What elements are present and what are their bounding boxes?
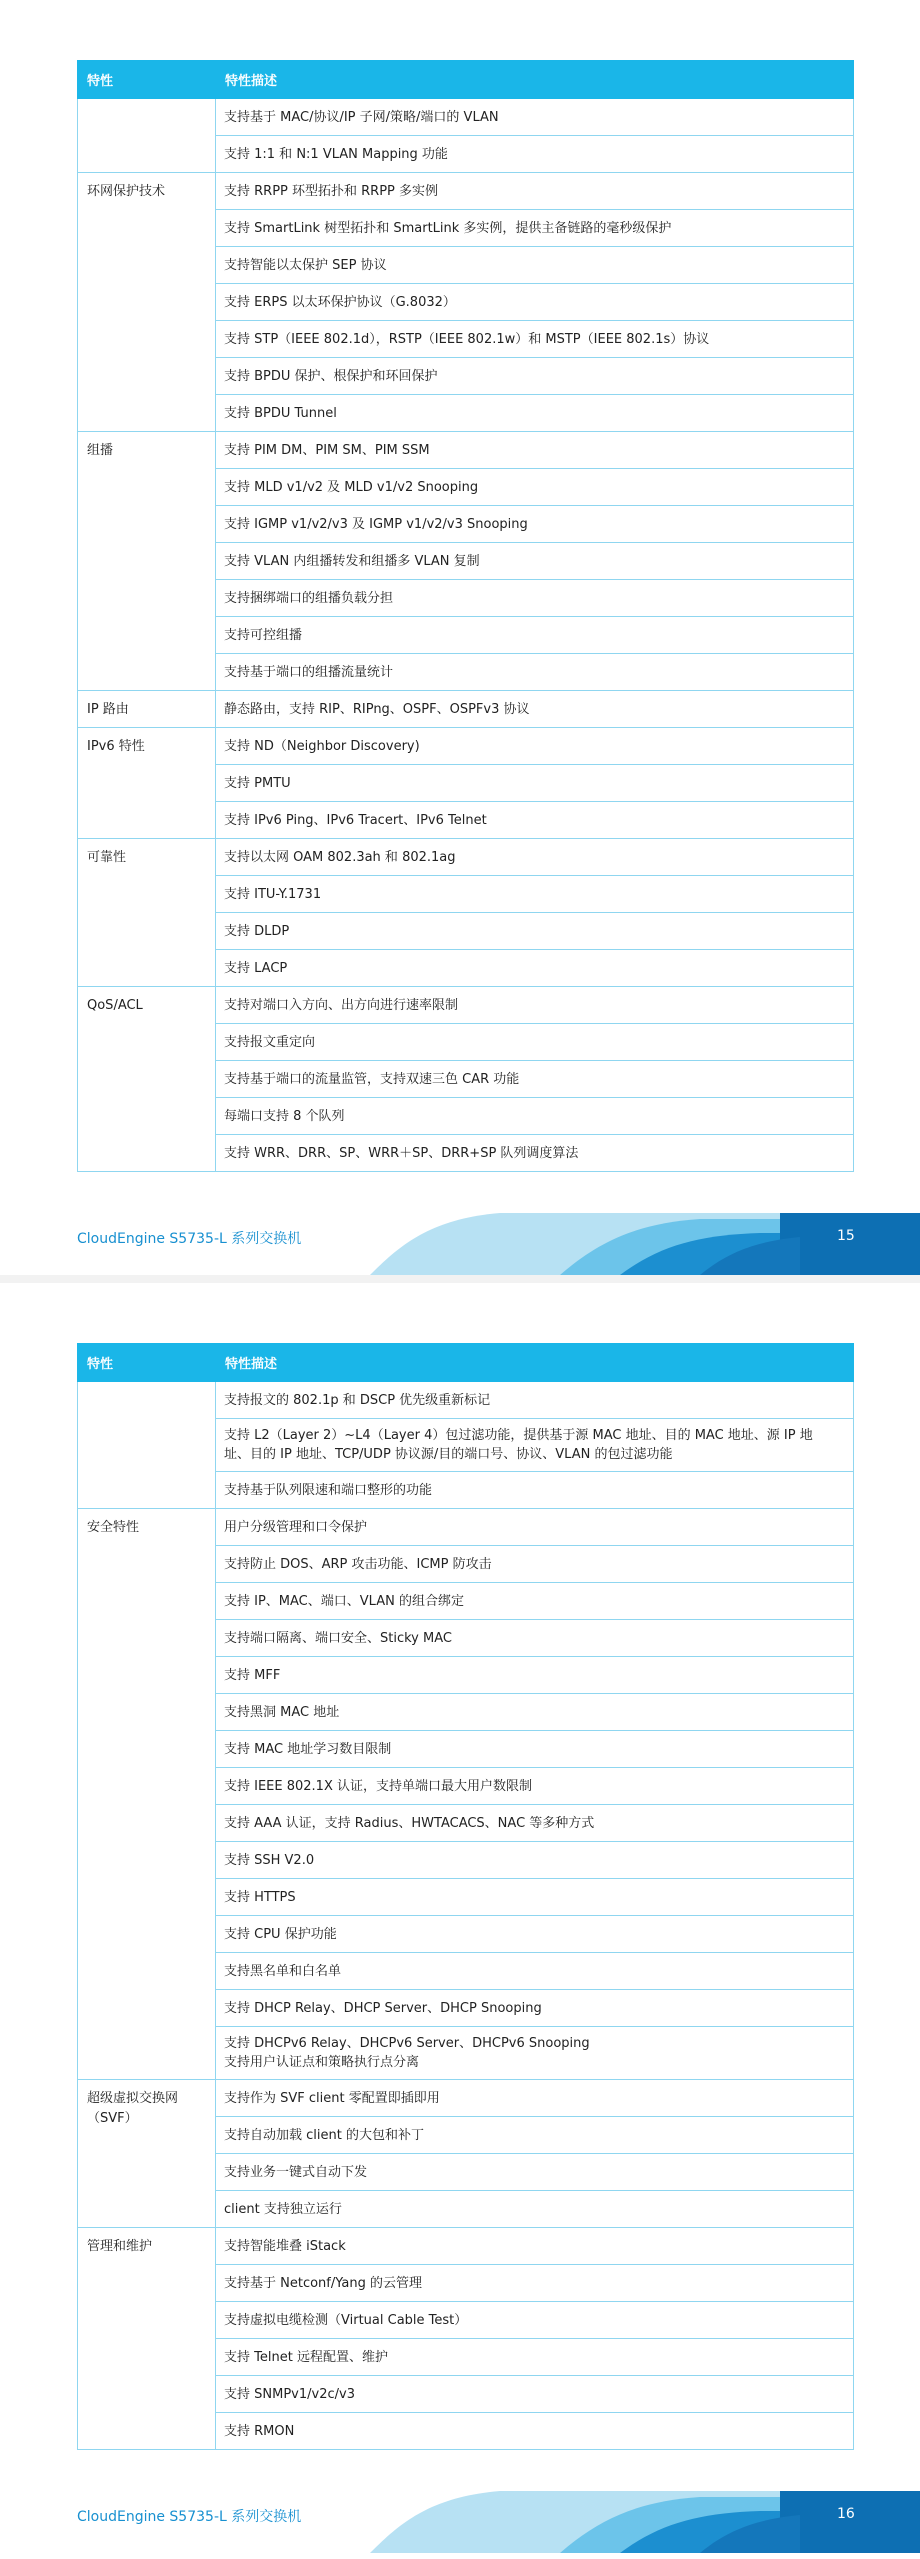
description-cell: 静态路由，支持 RIP、RIPng、OSPF、OSPFv3 协议 — [216, 691, 854, 728]
feature-cell — [78, 2080, 216, 2228]
description-cell: 支持基于端口的组播流量统计 — [216, 654, 854, 691]
description-cell: 支持 MFF — [216, 1657, 854, 1694]
description-cell: 每端口支持 8 个队列 — [216, 1098, 854, 1135]
page-footer — [0, 1205, 920, 1275]
feature-cell: IP 路由 — [78, 691, 216, 728]
description-cell: 支持 LACP — [216, 950, 854, 987]
footer-product-title: CloudEngine S5735-L 系列交换机 — [77, 2509, 302, 2525]
feature-cell — [78, 99, 216, 173]
description-cell: 支持 BPDU Tunnel — [216, 395, 854, 432]
feature-cell: 安全特性 — [78, 1509, 216, 2080]
feature-cell — [78, 1382, 216, 1509]
description-cell: 支持 DHCP Relay、DHCP Server、DHCP Snooping — [216, 1990, 854, 2027]
table-row — [78, 2228, 854, 2265]
description-cell: 支持 PIM DM、PIM SM、PIM SSM — [216, 432, 854, 469]
description-cell: 用户分级管理和口令保护 — [216, 1509, 854, 1546]
table-header — [78, 1344, 854, 1382]
description-cell: 支持自动加载 client 的大包和补丁 — [216, 2117, 854, 2154]
description-cell: 支持 ND（Neighbor Discovery) — [216, 728, 854, 765]
spec-table-page-16 — [77, 1343, 854, 2450]
description-cell: 支持 IGMP v1/v2/v3 及 IGMP v1/v2/v3 Snooping — [216, 506, 854, 543]
feature-cell: 可靠性 — [78, 839, 216, 987]
description-cell: 支持 IPv6 Ping、IPv6 Tracert、IPv6 Telnet — [216, 802, 854, 839]
description-cell: 支持基于队列限速和端口整形的功能 — [216, 1472, 854, 1509]
description-cell: 支持防止 DOS、ARP 攻击功能、ICMP 防攻击 — [216, 1546, 854, 1583]
description-cell: 支持 STP（IEEE 802.1d），RSTP（IEEE 802.1w）和 MSTP（IEEE 802.1s）协议 — [216, 321, 854, 358]
table-row — [78, 987, 854, 1024]
description-cell: 支持 Telnet 远程配置、维护 — [216, 2339, 854, 2376]
description-cell — [216, 2027, 854, 2080]
feature-cell: IPv6 特性 — [78, 728, 216, 839]
description-cell: 支持 ITU-Y.1731 — [216, 876, 854, 913]
description-cell: 支持 BPDU 保护、根保护和环回保护 — [216, 358, 854, 395]
description-cell: 支持 SSH V2.0 — [216, 1842, 854, 1879]
description-cell: 支持 IEEE 802.1X 认证，支持单端口最大用户数限制 — [216, 1768, 854, 1805]
description-cell: 支持 ERPS 以太环保护协议（G.8032） — [216, 284, 854, 321]
description-cell: 支持基于端口的流量监管，支持双速三色 CAR 功能 — [216, 1061, 854, 1098]
feature-cell: QoS/ACL — [78, 987, 216, 1172]
description-cell: 支持以太网 OAM 802.3ah 和 802.1ag — [216, 839, 854, 876]
feature-cell: 环网保护技术 — [78, 173, 216, 432]
description-cell: 支持 IP、MAC、端口、VLAN 的组合绑定 — [216, 1583, 854, 1620]
description-line: 支持用户认证点和策略执行点分离 — [224, 2055, 420, 2070]
description-cell: 支持智能以太保护 SEP 协议 — [216, 247, 854, 284]
description-cell: client 支持独立运行 — [216, 2191, 854, 2228]
page-footer — [0, 2483, 920, 2553]
page-number: 16 — [837, 2506, 855, 2522]
description-cell: 支持报文重定向 — [216, 1024, 854, 1061]
description-cell: 支持 SNMPv1/v2c/v3 — [216, 2376, 854, 2413]
page-16 — [0, 1283, 920, 2559]
description-cell: 支持对端口入方向、出方向进行速率限制 — [216, 987, 854, 1024]
table-row — [78, 173, 854, 210]
feature-cell: 管理和维护 — [78, 2228, 216, 2450]
description-cell: 支持 AAA 认证，支持 Radius、HWTACACS、NAC 等多种方式 — [216, 1805, 854, 1842]
description-cell: 支持 CPU 保护功能 — [216, 1916, 854, 1953]
feature-line: 超级虚拟交换网 — [87, 2091, 179, 2106]
description-cell: 支持基于 MAC/协议/IP 子网/策略/端口的 VLAN — [216, 99, 854, 136]
description-cell: 支持 1:1 和 N:1 VLAN Mapping 功能 — [216, 136, 854, 173]
table-row — [78, 728, 854, 765]
header-feature: 特性 — [78, 1344, 216, 1382]
description-cell: 支持报文的 802.1p 和 DSCP 优先级重新标记 — [216, 1382, 854, 1419]
description-cell: 支持 WRR、DRR、SP、WRR＋SP、DRR+SP 队列调度算法 — [216, 1135, 854, 1172]
description-cell: 支持作为 SVF client 零配置即插即用 — [216, 2080, 854, 2117]
description-cell: 支持 HTTPS — [216, 1879, 854, 1916]
description-cell: 支持 RMON — [216, 2413, 854, 2450]
feature-cell: 组播 — [78, 432, 216, 691]
table-row — [78, 99, 854, 136]
description-cell: 支持业务一键式自动下发 — [216, 2154, 854, 2191]
table-row — [78, 691, 854, 728]
table-row — [78, 432, 854, 469]
description-cell: 支持 RRPP 环型拓扑和 RRPP 多实例 — [216, 173, 854, 210]
page-number: 15 — [837, 1228, 855, 1244]
table-row — [78, 1382, 854, 1419]
footer-product-title: CloudEngine S5735-L 系列交换机 — [77, 1231, 302, 1247]
description-cell: 支持虚拟电缆检测（Virtual Cable Test） — [216, 2302, 854, 2339]
description-cell: 支持 SmartLink 树型拓扑和 SmartLink 多实例，提供主备链路的毫秒级保护 — [216, 210, 854, 247]
header-description: 特性描述 — [216, 1344, 854, 1382]
feature-line: （SVF） — [87, 2111, 138, 2126]
description-cell: 支持 VLAN 内组播转发和组播多 VLAN 复制 — [216, 543, 854, 580]
description-cell: 支持端口隔离、端口安全、Sticky MAC — [216, 1620, 854, 1657]
table-row — [78, 2080, 854, 2117]
description-cell: 支持智能堆叠 iStack — [216, 2228, 854, 2265]
spec-table-page-15 — [77, 60, 854, 1172]
description-cell: 支持可控组播 — [216, 617, 854, 654]
description-cell — [216, 1419, 854, 1472]
description-cell: 支持 DLDP — [216, 913, 854, 950]
description-line: 支持 DHCPv6 Relay、DHCPv6 Server、DHCPv6 Snooping — [224, 2036, 590, 2051]
description-cell: 支持黑洞 MAC 地址 — [216, 1694, 854, 1731]
description-cell: 支持 MAC 地址学习数目限制 — [216, 1731, 854, 1768]
page-15 — [0, 0, 920, 1275]
table-row — [78, 839, 854, 876]
description-line: 支持 L2（Layer 2）~L4（Layer 4）包过滤功能，提供基于源 MAC 地址、目的 MAC 地址、源 IP 地 — [224, 1428, 813, 1443]
description-cell: 支持 MLD v1/v2 及 MLD v1/v2 Snooping — [216, 469, 854, 506]
table-row — [78, 1509, 854, 1546]
header-feature: 特性 — [78, 61, 216, 99]
header-description: 特性描述 — [216, 61, 854, 99]
description-cell: 支持 PMTU — [216, 765, 854, 802]
table-header — [78, 61, 854, 99]
page-separator — [0, 1275, 920, 1283]
description-cell: 支持捆绑端口的组播负载分担 — [216, 580, 854, 617]
description-cell: 支持基于 Netconf/Yang 的云管理 — [216, 2265, 854, 2302]
description-line: 址、目的 IP 地址、TCP/UDP 协议源/目的端口号、协议、VLAN 的包过滤功能 — [224, 1447, 673, 1462]
description-cell: 支持黑名单和白名单 — [216, 1953, 854, 1990]
